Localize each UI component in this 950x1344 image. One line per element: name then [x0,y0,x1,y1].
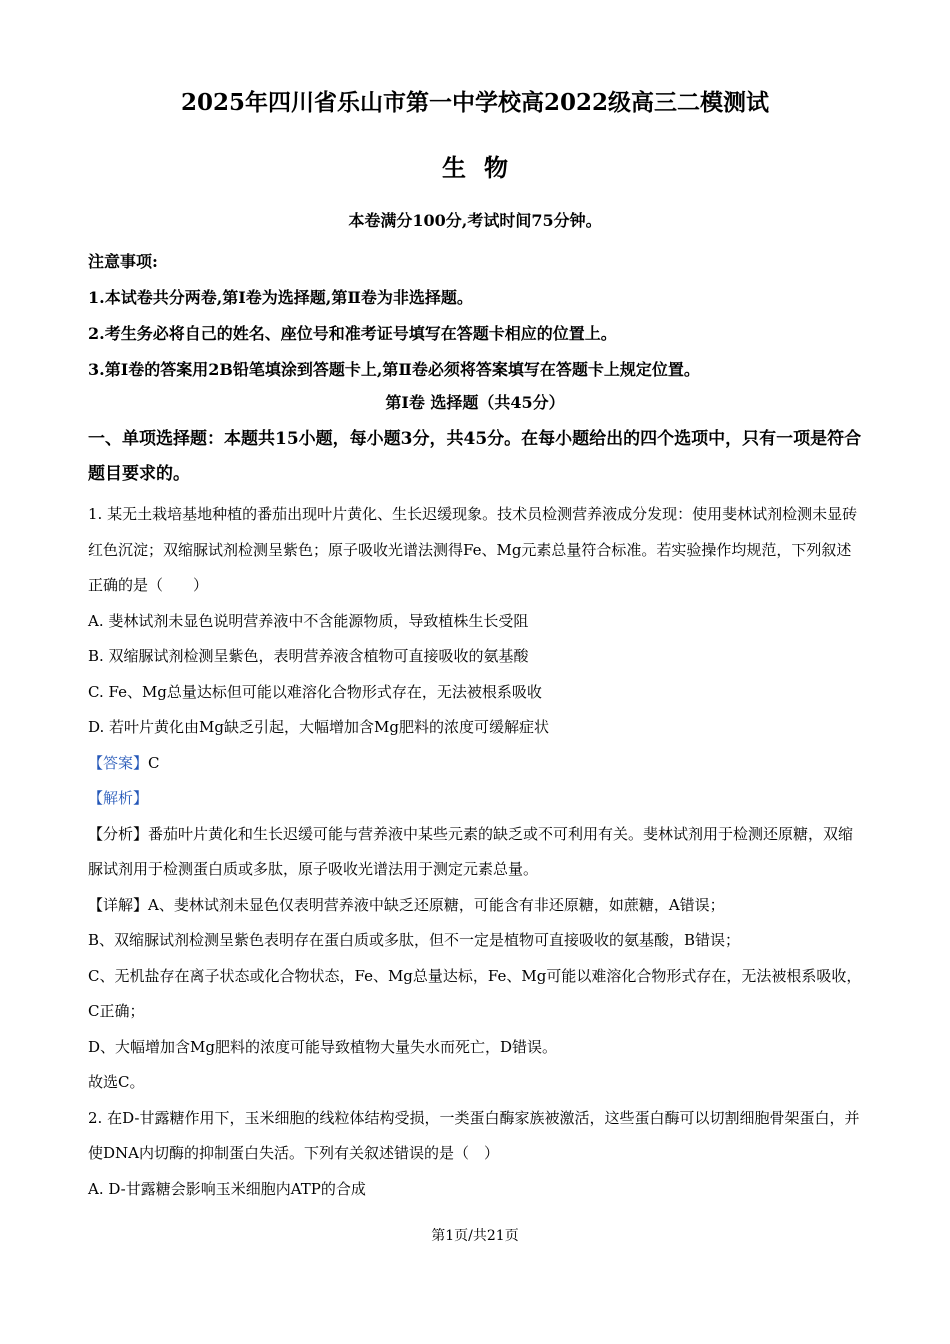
xiangjie-tag: 【详解】 [88,895,149,914]
question-1-option-a: A. 斐林试剂未显色说明营养液中不含能源物质，导致植株生长受阻 [88,611,529,630]
xiangjie-b: B、双缩脲试剂检测呈紫色表明存在蛋白质或多肽，但不一定是植物可直接吸收的氨基酸，B错误； [88,931,741,949]
question-1-option-c: C. Fe、Mg总量达标但可能以难溶化合物形式存在，无法被根系吸收 [88,682,542,701]
subject-title: 生物 [442,153,526,182]
analysis-tag: 【解析】 [88,789,149,807]
answer-tag: 【答案】 [88,753,149,772]
fenxi-tag: 【分析】 [88,824,149,843]
notes-item: 3.第Ⅰ卷的答案用2B铅笔填涂到答题卡上,第Ⅱ卷必须将答案填写在答题卡上规定位置。 [88,360,700,379]
notes-item: 1.本试卷共分两卷,第Ⅰ卷为选择题,第Ⅱ卷为非选择题。 [88,288,473,307]
answer-value: C [148,753,160,772]
notes-block [88,244,868,388]
question-2-option-a: A. D-甘露糖会影响玉米细胞内ATP的合成 [88,1179,366,1198]
xiangjie-paragraph [88,888,863,924]
exam-title: 2025年四川省乐山市第一中学校高2022级高三二模测试 [180,89,770,116]
question-2-stem: 2. 在D-甘露糖作用下，玉米细胞的线粒体结构受损，一类蛋白酶家族被激活，这些蛋白酶可以切割细胞骨架蛋白，并使DNA内切酶的抑制蛋白失活。下列有关叙述错误的是（ ） [88,1108,860,1162]
question-1-stem: 1. 某无土栽培基地种植的番茄出现叶片黄化、生长迟缓现象。技术员检测营养液成分发现：使用斐林试剂检测未显砖红色沉淀；双缩脲试剂检测呈紫色；原子吸收光谱法测得Fe、Mg元素总量符合标准。若实验操作均规范，下列叙述正确的是（ ） [88,505,858,594]
notes-heading: 注意事项: [88,252,158,271]
xiangjie-a: A、斐林试剂未显色仅表明营养液中缺乏还原糖，可能含有非还原糖，如蔗糖，A错误； [148,895,725,914]
part-heading: 一、单项选择题：本题共15小题，每小题3分，共45分。在每小题给出的四个选项中，只有一项是符合题目要求的。 [88,429,862,484]
xiangjie-d: D、大幅增加含Mg肥料的浓度可能导致植物大量失水而死亡，D错误。 [88,1037,558,1056]
fenxi-text: 番茄叶片黄化和生长迟缓可能与营养液中某些元素的缺乏或不可利用有关。斐林试剂用于检测还原糖，双缩脲试剂用于检测蛋白质或多肽，原子吸收光谱法用于测定元素总量。 [88,824,854,878]
score-time-note: 本卷满分100分,考试时间75分钟。 [348,211,602,230]
question-1-option-b: B. 双缩脲试剂检测呈紫色，表明营养液含植物可直接吸收的氨基酸 [88,647,529,665]
answer-line [88,746,863,782]
analysis-line [88,781,863,817]
section-title: 第Ⅰ卷 选择题（共45分） [385,393,565,412]
question-body [88,497,863,1207]
page-footer: 第1页/共21页 [431,1228,519,1244]
notes-item: 2.考生务必将自己的姓名、座位号和准考证号填写在答题卡相应的位置上。 [88,324,617,343]
question-1-option-d: D. 若叶片黄化由Mg缺乏引起，大幅增加含Mg肥料的浓度可缓解症状 [88,718,549,736]
fenxi-paragraph [88,817,863,888]
conclusion: 故选C。 [88,1073,145,1091]
xiangjie-c: C、无机盐存在离子状态或化合物状态，Fe、Mg总量达标，Fe、Mg可能以难溶化合物形式存在，无法被根系吸收，C正确； [88,966,862,1020]
